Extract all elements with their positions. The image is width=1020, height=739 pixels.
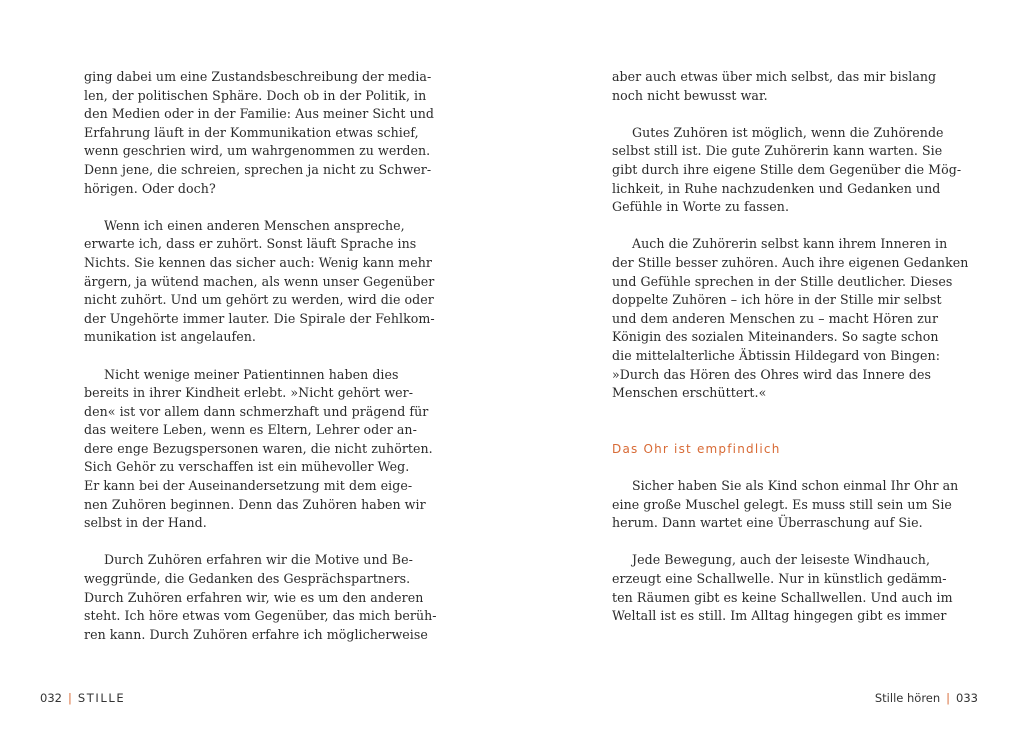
paragraph (612, 551, 953, 625)
text-line: erzeugt eine Schallwelle. Nur in künstlich gedämm- (612, 571, 947, 587)
text-line: »Durch das Hören des Ohres wird das Innere des (612, 366, 931, 382)
footer-separator: | (67, 691, 72, 705)
text-line: bereits in ihrer Kindheit erlebt. »Nicht gehört wer- (84, 385, 414, 401)
text-line: nen Zuhören beginnen. Denn das Zuhören haben wir (84, 496, 426, 512)
left-text-column (84, 68, 437, 644)
text-line: noch nicht bewusst war. (612, 87, 768, 103)
text-line: Weltall ist es still. Im Alltag hingegen gibt es immer (612, 608, 947, 624)
text-line: ging dabei um eine Zustandsbeschreibung der media- (84, 69, 432, 84)
right-footer (875, 691, 978, 705)
text-line: Durch Zuhören erfahren wir, wie es um den anderen (84, 589, 424, 605)
text-line: nicht zuhört. Und um gehört zu werden, wird die oder (84, 292, 434, 308)
right-page (510, 0, 1020, 739)
text-line: selbst in der Hand. (84, 515, 207, 531)
text-line: Sich Gehör zu verschaffen ist ein mühevoller Weg. (84, 459, 410, 475)
text-line: doppelte Zuhören – ich höre in der Stille mir selbst (612, 292, 942, 308)
paragraph (612, 477, 959, 533)
paragraph (612, 68, 942, 105)
text-line: gibt durch ihre eigene Stille dem Gegenüber die Mög- (612, 161, 962, 177)
text-line: Gutes Zuhören ist möglich, wenn die Zuhörende (632, 124, 944, 140)
text-line: der Ungehörte immer lauter. Die Spirale der Fehlkom- (84, 310, 435, 326)
paragraph (612, 235, 969, 402)
page-number: 033 (956, 691, 978, 705)
running-title: Stille hören (874, 691, 941, 705)
text-line: wenn geschrien wird, um wahrgenommen zu werden. (84, 143, 431, 159)
text-line: Nichts. Sie kennen das sicher auch: Wenig kann mehr (84, 254, 432, 270)
text-line: Nicht wenige meiner Patientinnen haben dies (104, 366, 399, 382)
text-line: Königin des sozialen Miteinanders. So sagte schon (612, 329, 939, 345)
paragraph (612, 124, 962, 217)
text-line: Denn jene, die schreien, sprechen ja nicht zu Schwer- (84, 161, 432, 177)
text-line: Durch Zuhören erfahren wir die Motive und Be- (104, 552, 413, 568)
text-line: der Stille besser zuhören. Auch ihre eigenen Gedanken (612, 254, 969, 270)
right-text-column (612, 68, 969, 626)
text-line: erwarte ich, dass er zuhört. Sonst läuft Sprache ins (84, 236, 417, 252)
text-line: Gefühle in Worte zu fassen. (612, 199, 789, 215)
text-line: und dem anderen Menschen zu – macht Hören zur (612, 310, 939, 326)
paragraph (84, 551, 437, 644)
text-line: herum. Dann wartet eine Überraschung auf Sie. (612, 515, 923, 531)
text-line: und Gefühle sprechen in der Stille deutlicher. Dieses (612, 273, 953, 289)
text-line: Wenn ich einen anderen Menschen anspreche, (104, 217, 405, 233)
section-title: STILLE (77, 691, 126, 705)
text-line: Sicher haben Sie als Kind schon einmal Ihr Ohr an (632, 478, 959, 494)
text-line: weggründe, die Gedanken des Gesprächspartners. (84, 571, 411, 587)
text-line: die mittelalterliche Äbtissin Hildegard von Bingen: (612, 347, 941, 363)
section-heading: Das Ohr ist empfindlich (612, 441, 781, 456)
text-line: munikation ist angelaufen. (84, 329, 256, 345)
text-line: ten Räumen gibt es keine Schallwellen. Und auch im (612, 589, 953, 605)
page-number: 032 (40, 691, 62, 705)
text-line: Erfahrung läuft in der Kommunikation etwas schief, (84, 124, 419, 140)
text-line: steht. Ich höre etwas vom Gegenüber, das mich berüh- (84, 608, 437, 624)
text-line: Jede Bewegung, auch der leiseste Windhauch, (632, 552, 931, 568)
text-line: ren kann. Durch Zuhören erfahre ich möglicherweise (84, 626, 428, 642)
text-line: dere enge Bezugspersonen waren, die nicht zuhörten. (84, 440, 433, 456)
text-line: das weitere Leben, wenn es Eltern, Lehrer oder an- (84, 422, 417, 438)
text-line: ärgern, ja wütend machen, als wenn unser Gegenüber (84, 273, 435, 289)
text-line: eine große Muschel gelegt. Es muss still sein um Sie (612, 496, 952, 512)
text-line: Auch die Zuhörerin selbst kann ihrem Inneren in (632, 236, 948, 252)
text-line: len, der politischen Sphäre. Doch ob in der Politik, in (84, 87, 427, 103)
text-line: den« ist vor allem dann schmerzhaft und prägend für (84, 403, 429, 419)
text-line: lichkeit, in Ruhe nachzudenken und Gedanken und (612, 180, 941, 196)
paragraph (84, 366, 433, 533)
text-line: hörigen. Oder doch? (84, 180, 216, 196)
footer-separator: | (946, 691, 951, 705)
text-line: aber auch etwas über mich selbst, das mir bislang (612, 69, 937, 84)
text-line: Menschen erschüttert.« (612, 385, 767, 401)
paragraphs-after-heading (612, 477, 959, 626)
paragraph (84, 68, 434, 198)
paragraph (84, 217, 435, 347)
text-line: den Medien oder in der Familie: Aus meiner Sicht und (84, 106, 434, 122)
left-footer (40, 691, 125, 705)
text-line: Er kann bei der Auseinandersetzung mit dem eige- (84, 478, 413, 494)
text-line: selbst still ist. Die gute Zuhörerin kann warten. Sie (612, 143, 943, 159)
paragraphs-before-heading (612, 68, 969, 403)
